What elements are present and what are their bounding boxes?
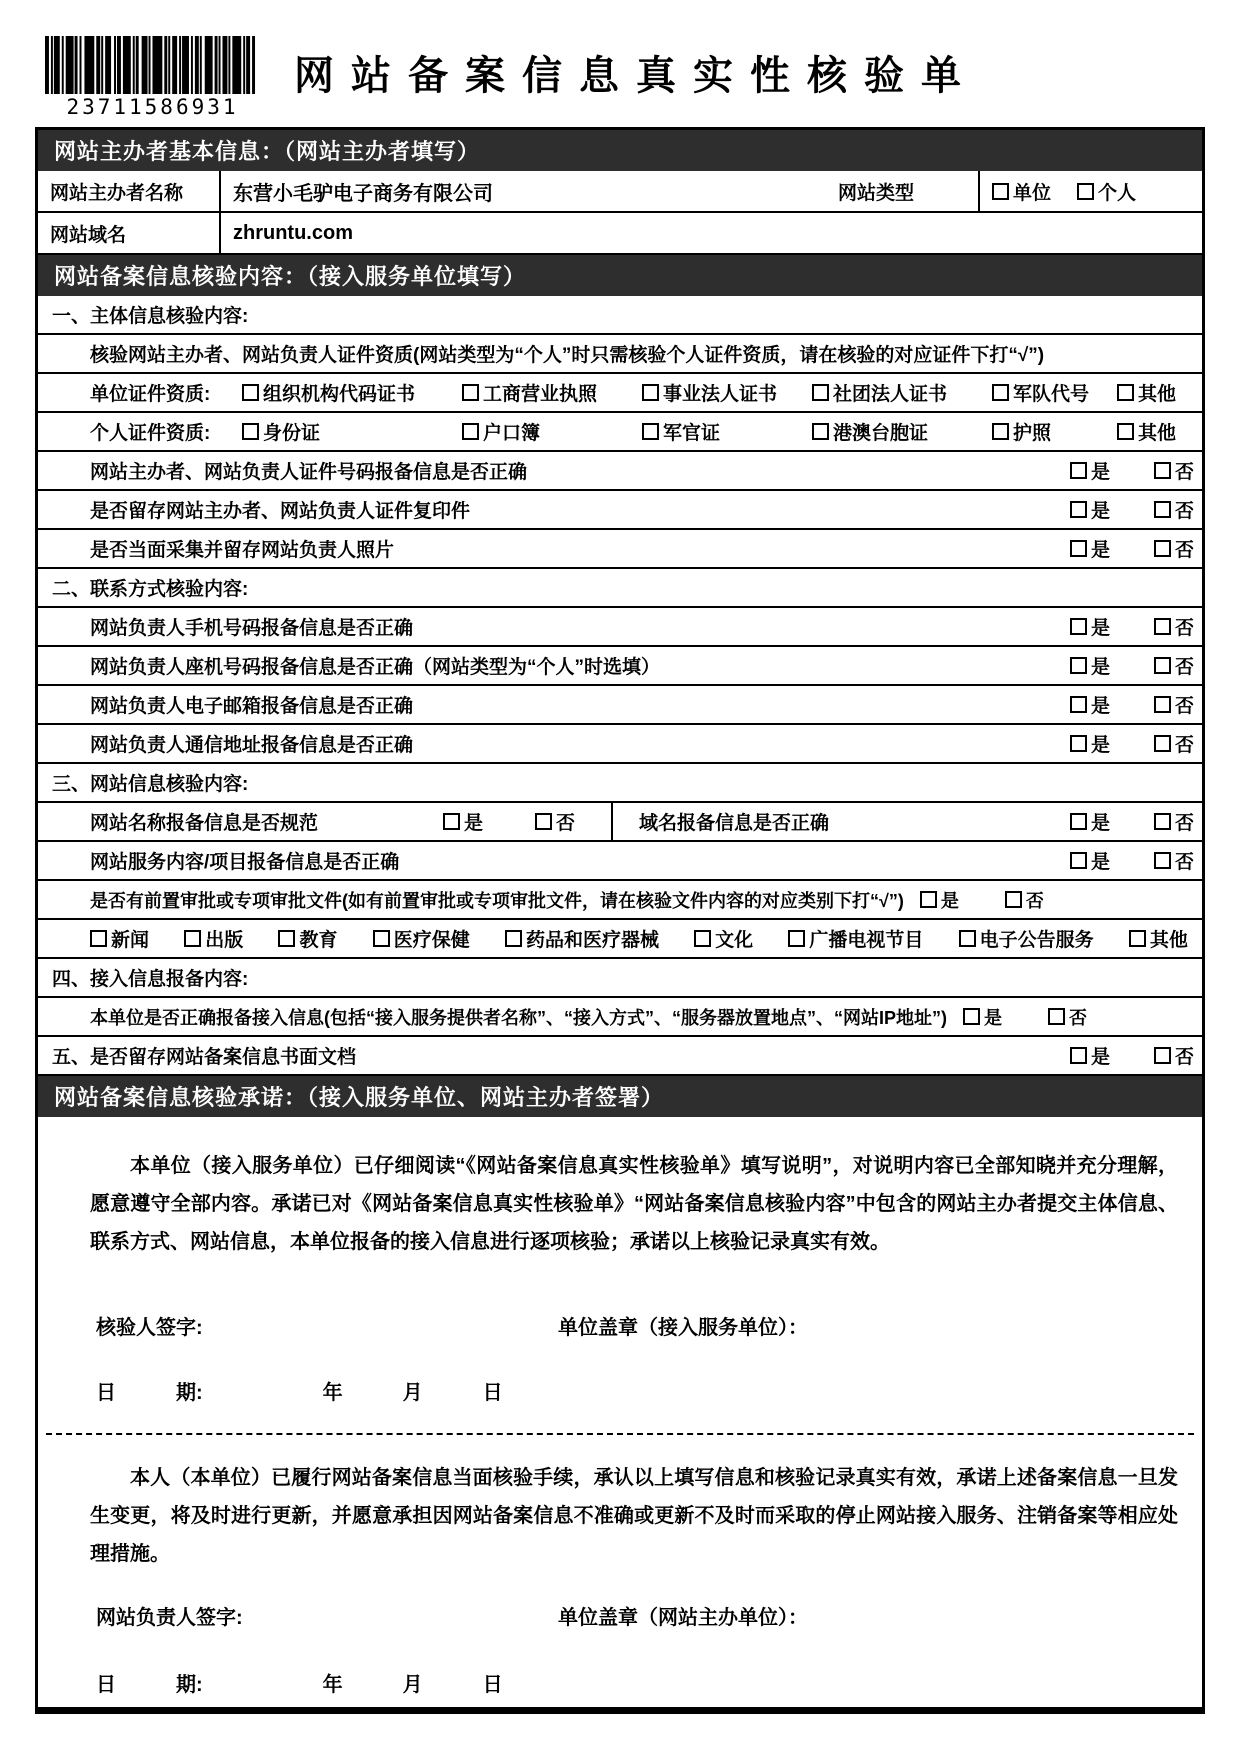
site-type-label: 网站类型 [826, 171, 980, 211]
checkbox-box-icon [1070, 852, 1087, 869]
checkbox-site-type-personal[interactable]: 个人 [1077, 178, 1136, 205]
row-q-preapproval [38, 881, 1202, 920]
domain-label: 网站域名 [38, 213, 221, 253]
checkbox-box-icon [694, 930, 711, 947]
checkbox-bbs-service[interactable]: 电子公告服务 [959, 925, 1094, 952]
organizer-name-value: 东营小毛驴电子商务有限公司 [233, 182, 493, 205]
page-title: 网站备案信息真实性核验单 [294, 54, 978, 98]
row-domain [38, 213, 1202, 255]
promise-section [38, 1147, 1202, 1707]
barcode-number: 23711586931 [66, 95, 239, 119]
checkbox-no-service[interactable]: 否 [1154, 847, 1194, 874]
checkbox-box-icon [443, 813, 460, 830]
question-label: 本单位是否正确报备接入信息(包括“接入服务提供者名称”、“接入方式”、“服务器放置地点”、“网站IP地址”) [90, 1007, 947, 1028]
site-name-question-cell [38, 803, 613, 840]
checkbox-box-icon [1154, 852, 1171, 869]
checkbox-box-icon [1154, 501, 1171, 518]
checkbox-box-icon [1048, 1008, 1065, 1025]
checkbox-yes-mobile[interactable]: 是 [1070, 613, 1110, 640]
row-q-access [38, 998, 1202, 1037]
site-type-options [980, 171, 1202, 211]
row-s2-title: 二、联系方式核验内容: [38, 569, 1202, 608]
checkbox-box-icon [642, 384, 659, 401]
checkbox-news[interactable]: 新闻 [90, 925, 149, 952]
question-label: 网站负责人电子邮箱报备信息是否正确 [90, 696, 414, 717]
checkbox-yes-address[interactable]: 是 [1070, 730, 1110, 757]
responsible-signature-label: 网站负责人签字: [96, 1607, 243, 1629]
checkbox-personal-cert-other[interactable]: 其他 [1117, 418, 1194, 445]
checkbox-broadcast-tv[interactable]: 广播电视节目 [788, 925, 923, 952]
question-label: 网站负责人手机号码报备信息是否正确 [90, 618, 414, 639]
row-q-photo [38, 530, 1202, 569]
date-row-2: 日 期: 年 月 日 [96, 1674, 503, 1696]
domain-question-cell [613, 803, 1202, 840]
checkbox-box-icon [812, 384, 829, 401]
unit-cert-label: 单位证件资质: [90, 384, 211, 405]
verifier-signature-label: 核验人签字: [96, 1317, 203, 1339]
question-label: 五、是否留存网站备案信息书面文档 [52, 1047, 357, 1068]
checkbox-box-icon [920, 891, 937, 908]
checkbox-no-preapproval[interactable]: 否 [1005, 887, 1044, 913]
seal-organizer-label: 单位盖章（网站主办单位）： [558, 1607, 808, 1629]
row-approval-categories [38, 920, 1202, 959]
checkbox-box-icon [1070, 540, 1087, 557]
checkbox-pharma-medical[interactable]: 药品和医疗器械 [505, 925, 659, 952]
checkbox-yes-access[interactable]: 是 [963, 1004, 1002, 1030]
checkbox-box-icon [1070, 618, 1087, 635]
checkbox-box-icon [1070, 1047, 1087, 1064]
question-label: 域名报备信息是否正确 [639, 813, 830, 834]
checkbox-box-icon [1154, 540, 1171, 557]
row-s4-title: 四、接入信息报备内容: [38, 959, 1202, 998]
question-label: 网站名称报备信息是否规范 [90, 813, 319, 834]
checkbox-box-icon [1154, 735, 1171, 752]
checkbox-box-icon [184, 930, 201, 947]
top-header [0, 0, 1240, 127]
checkbox-box-icon [1117, 423, 1134, 440]
checkbox-military-code[interactable]: 军队代号 [992, 379, 1117, 406]
checkbox-no-site-name[interactable]: 否 [535, 808, 575, 835]
dashed-separator [46, 1433, 1194, 1435]
checkbox-yes-written-doc[interactable]: 是 [1070, 1042, 1110, 1069]
question-label: 网站负责人通信地址报备信息是否正确 [90, 735, 414, 756]
checkbox-yes-site-name[interactable]: 是 [443, 808, 483, 835]
checkbox-yes-email[interactable]: 是 [1070, 691, 1110, 718]
question-label: 是否留存网站主办者、网站负责人证件复印件 [90, 501, 471, 522]
row-q-sitename-domain [38, 803, 1202, 842]
header-verify-content: 网站备案信息核验内容：（接入服务单位填写） [38, 255, 1202, 296]
checkbox-institution-cert[interactable]: 事业法人证书 [642, 379, 812, 406]
row-s1-title: 一、主体信息核验内容: [38, 296, 1202, 335]
checkbox-box-icon [992, 423, 1009, 440]
checkbox-box-icon [505, 930, 522, 947]
checkbox-box-icon [1154, 618, 1171, 635]
row-q-email [38, 686, 1202, 725]
checkbox-box-icon [963, 1008, 980, 1025]
row-q-cert-copy [38, 491, 1202, 530]
question-label: 网站主办者、网站负责人证件号码报备信息是否正确 [90, 462, 528, 483]
checkbox-box-icon [1154, 462, 1171, 479]
row-s3-title: 三、网站信息核验内容: [38, 764, 1202, 803]
row-organizer-name [38, 171, 1202, 213]
promise-paragraph-2: 本人（本单位）已履行网站备案信息当面核验手续，承认以上填写信息和核验记录真实有效，承诺上述备案信息一旦发生变更，将及时进行更新，并愿意承担因网站备案信息不准确或更新不及时而采取的停止网站接入服务、注销备案等相应处理措施。 [90, 1467, 1178, 1565]
row-s5-written-doc [38, 1037, 1202, 1076]
row-q-service [38, 842, 1202, 881]
checkbox-box-icon [1154, 657, 1171, 674]
checkbox-box-icon [278, 930, 295, 947]
checkbox-box-icon [90, 930, 107, 947]
checkbox-box-icon [1070, 657, 1087, 674]
checkbox-yes-landline[interactable]: 是 [1070, 652, 1110, 679]
checkbox-box-icon [1154, 1047, 1171, 1064]
checkbox-box-icon [1070, 813, 1087, 830]
checkbox-no-domain-info[interactable]: 否 [1154, 808, 1194, 835]
date-row-1: 日 期: 年 月 日 [96, 1382, 503, 1404]
checkbox-yes-cert-copy[interactable]: 是 [1070, 496, 1110, 523]
checkbox-education[interactable]: 教育 [278, 925, 337, 952]
checkbox-box-icon [462, 423, 479, 440]
checkbox-box-icon [1070, 735, 1087, 752]
checkbox-household-register[interactable]: 户口簿 [462, 418, 642, 445]
checkbox-healthcare[interactable]: 医疗保健 [373, 925, 470, 952]
checkbox-yes-photo[interactable]: 是 [1070, 535, 1110, 562]
checkbox-yes-cert-number[interactable]: 是 [1070, 457, 1110, 484]
checkbox-box-icon [373, 930, 390, 947]
checkbox-no-email[interactable]: 否 [1154, 691, 1194, 718]
question-label: 是否当面采集并留存网站负责人照片 [90, 540, 395, 561]
checkbox-box-icon [1154, 813, 1171, 830]
checkbox-box-icon [462, 384, 479, 401]
checkbox-no-mobile[interactable]: 否 [1154, 613, 1194, 640]
row-q-address [38, 725, 1202, 764]
promise-paragraph-1: 本单位（接入服务单位）已仔细阅读“《网站备案信息真实性核验单》填写说明”，对说明内容已全部知晓并充分理解，愿意遵守全部内容。承诺已对《网站备案信息真实性核验单》“网站备案信息核验内容”中包含的网站主办者提交主体信息、联系方式、网站信息，本单位报备的接入信息进行逐项核验；承诺以上核验记录真实有效。 [90, 1155, 1178, 1253]
barcode [45, 36, 257, 94]
checkbox-social-org-cert[interactable]: 社团法人证书 [812, 379, 992, 406]
form-box [35, 127, 1205, 1714]
checkbox-box-icon [642, 423, 659, 440]
row-s1-note: 核验网站主办者、网站负责人证件资质(网站类型为“个人”时只需核验个人证件资质，请在核验的对应证件下打“√”) [38, 335, 1202, 374]
checkbox-no-written-doc[interactable]: 否 [1154, 1042, 1194, 1069]
checkbox-box-icon [1070, 462, 1087, 479]
row-unit-cert [38, 374, 1202, 413]
organizer-name-label: 网站主办者名称 [38, 171, 221, 211]
checkbox-id-card[interactable]: 身份证 [242, 418, 462, 445]
personal-cert-label: 个人证件资质: [90, 423, 211, 444]
checkbox-no-cert-copy[interactable]: 否 [1154, 496, 1194, 523]
signature-row-responsible [96, 1601, 1202, 1630]
checkbox-box-icon [1070, 501, 1087, 518]
checkbox-box-icon [812, 423, 829, 440]
checkbox-box-icon [1077, 183, 1094, 200]
checkbox-box-icon [788, 930, 805, 947]
row-q-cert-number [38, 452, 1202, 491]
row-personal-cert [38, 413, 1202, 452]
checkbox-box-icon [1005, 891, 1022, 908]
checkbox-business-license[interactable]: 工商营业执照 [462, 379, 642, 406]
checkbox-org-code-cert[interactable]: 组织机构代码证书 [242, 379, 462, 406]
checkbox-box-icon [242, 384, 259, 401]
checkbox-unit-cert-other[interactable]: 其他 [1117, 379, 1194, 406]
row-q-landline [38, 647, 1202, 686]
checkbox-hmt-permit[interactable]: 港澳台胞证 [812, 418, 992, 445]
checkbox-box-icon [242, 423, 259, 440]
checkbox-publishing[interactable]: 出版 [184, 925, 243, 952]
checkbox-no-landline[interactable]: 否 [1154, 652, 1194, 679]
question-label: 是否有前置审批或专项审批文件(如有前置审批或专项审批文件，请在核验文件内容的对应类别下打“√”) [90, 890, 904, 911]
checkbox-no-address[interactable]: 否 [1154, 730, 1194, 757]
checkbox-culture[interactable]: 文化 [694, 925, 753, 952]
question-label: 网站服务内容/项目报备信息是否正确 [90, 852, 400, 873]
checkbox-site-type-unit[interactable]: 单位 [992, 178, 1051, 205]
checkbox-box-icon [959, 930, 976, 947]
checkbox-yes-service[interactable]: 是 [1070, 847, 1110, 874]
checkbox-box-icon [1117, 384, 1134, 401]
header-basic-info: 网站主办者基本信息：（网站主办者填写） [38, 130, 1202, 171]
checkbox-no-access[interactable]: 否 [1048, 1004, 1087, 1030]
checkbox-no-photo[interactable]: 否 [1154, 535, 1194, 562]
row-q-mobile [38, 608, 1202, 647]
seal-access-provider-label: 单位盖章（接入服务单位）： [558, 1317, 808, 1339]
checkbox-military-officer-cert[interactable]: 军官证 [642, 418, 812, 445]
checkbox-no-cert-number[interactable]: 否 [1154, 457, 1194, 484]
checkbox-yes-domain-info[interactable]: 是 [1070, 808, 1110, 835]
barcode-block [45, 36, 260, 119]
checkbox-box-icon [992, 183, 1009, 200]
header-promise: 网站备案信息核验承诺：（接入服务单位、网站主办者签署） [38, 1076, 1202, 1117]
checkbox-box-icon [992, 384, 1009, 401]
checkbox-category-other[interactable]: 其他 [1129, 925, 1188, 952]
checkbox-yes-preapproval[interactable]: 是 [920, 887, 959, 913]
signature-row-verifier [96, 1311, 1202, 1340]
checkbox-passport[interactable]: 护照 [992, 418, 1117, 445]
checkbox-box-icon [1154, 696, 1171, 713]
checkbox-box-icon [1129, 930, 1146, 947]
checkbox-box-icon [1070, 696, 1087, 713]
domain-value: zhruntu.com [233, 221, 353, 244]
checkbox-box-icon [535, 813, 552, 830]
question-label: 网站负责人座机号码报备信息是否正确（网站类型为“个人”时选填） [90, 657, 661, 678]
